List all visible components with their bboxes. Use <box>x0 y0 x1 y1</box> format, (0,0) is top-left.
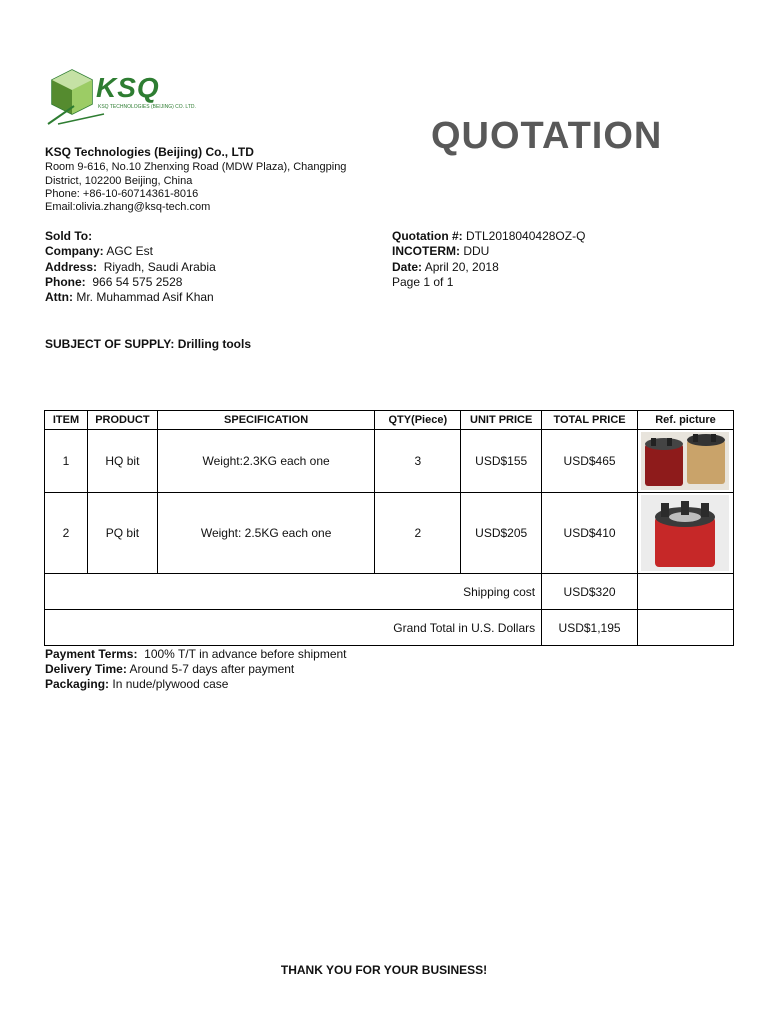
sold-to-attn: Attn: Mr. Muhammad Asif Khan <box>45 290 214 304</box>
header-unit-price: UNIT PRICE <box>461 411 542 430</box>
sold-to-company: Company: AGC Est <box>45 244 154 258</box>
sold-to-heading: Sold To: <box>45 229 93 243</box>
table-row <box>45 430 734 493</box>
cell-total-price: USD$465 <box>542 430 638 493</box>
company-name: KSQ Technologies (Beijing) Co., LTD <box>45 145 254 159</box>
grand-total-label: Grand Total in U.S. Dollars <box>45 610 542 646</box>
payment-terms: Payment Terms: 100% T/T in advance before shipment <box>45 647 347 661</box>
cell-unit-price: USD$205 <box>461 493 542 574</box>
header-item: ITEM <box>45 411 88 430</box>
logo-subtitle: KSQ TECHNOLOGIES (BEIJING) CO. LTD. <box>98 104 196 110</box>
empty-cell <box>637 574 733 610</box>
cell-item: 1 <box>45 430 88 493</box>
subject-of-supply: SUBJECT OF SUPPLY: Drilling tools <box>45 337 252 351</box>
quotation-number: Quotation #: DTL2018040428OZ-Q <box>392 229 586 243</box>
empty-cell <box>637 610 733 646</box>
cell-item: 2 <box>45 493 88 574</box>
shipping-label: Shipping cost <box>45 574 542 610</box>
pq-bit-picture <box>641 495 729 571</box>
company-phone: Phone: +86-10-60714361-8016 <box>45 188 199 200</box>
cell-product: HQ bit <box>87 430 157 493</box>
packaging: Packaging: In nude/plywood case <box>45 677 229 691</box>
quotation-date: Date: April 20, 2018 <box>392 260 499 274</box>
cell-spec: Weight: 2.5KG each one <box>157 493 374 574</box>
cell-qty: 3 <box>375 430 461 493</box>
cell-unit-price: USD$155 <box>461 430 542 493</box>
sold-to-address: Address: Riyadh, Saudi Arabia <box>45 260 216 274</box>
cell-qty: 2 <box>375 493 461 574</box>
table-row <box>45 493 734 574</box>
page-indicator: Page 1 of 1 <box>392 275 454 289</box>
grand-total-value: USD$1,195 <box>542 610 638 646</box>
logo-text: KSQ <box>96 72 160 103</box>
header-product: PRODUCT <box>87 411 157 430</box>
cell-total-price: USD$410 <box>542 493 638 574</box>
header-total-price: TOTAL PRICE <box>542 411 638 430</box>
quotation-title: QUOTATION <box>431 115 663 157</box>
table-header-row <box>45 411 734 430</box>
delivery-time: Delivery Time: Around 5-7 days after payment <box>45 662 295 676</box>
thank-you-footer: THANK YOU FOR YOUR BUSINESS! <box>280 963 488 977</box>
grand-total-row <box>45 610 734 646</box>
header-ref-picture: Ref. picture <box>637 411 733 430</box>
header-qty: QTY(Piece) <box>375 411 461 430</box>
cell-product: PQ bit <box>87 493 157 574</box>
company-email[interactable]: Email:olivia.zhang@ksq-tech.com <box>45 201 211 213</box>
items-table <box>44 410 734 646</box>
cell-spec: Weight:2.3KG each one <box>157 430 374 493</box>
cell-ref-picture <box>637 430 733 493</box>
incoterm: INCOTERM: DDU <box>392 244 490 258</box>
shipping-value: USD$320 <box>542 574 638 610</box>
header-specification: SPECIFICATION <box>157 411 374 430</box>
company-address-line1: Room 9-616, No.10 Zhenxing Road (MDW Plaza), Changping <box>45 161 347 173</box>
sold-to-phone: Phone: 966 54 575 2528 <box>45 275 183 289</box>
cell-ref-picture <box>637 493 733 574</box>
hq-bit-picture <box>641 432 729 490</box>
shipping-row <box>45 574 734 610</box>
company-address-line2: District, 102200 Beijing, China <box>45 175 193 187</box>
